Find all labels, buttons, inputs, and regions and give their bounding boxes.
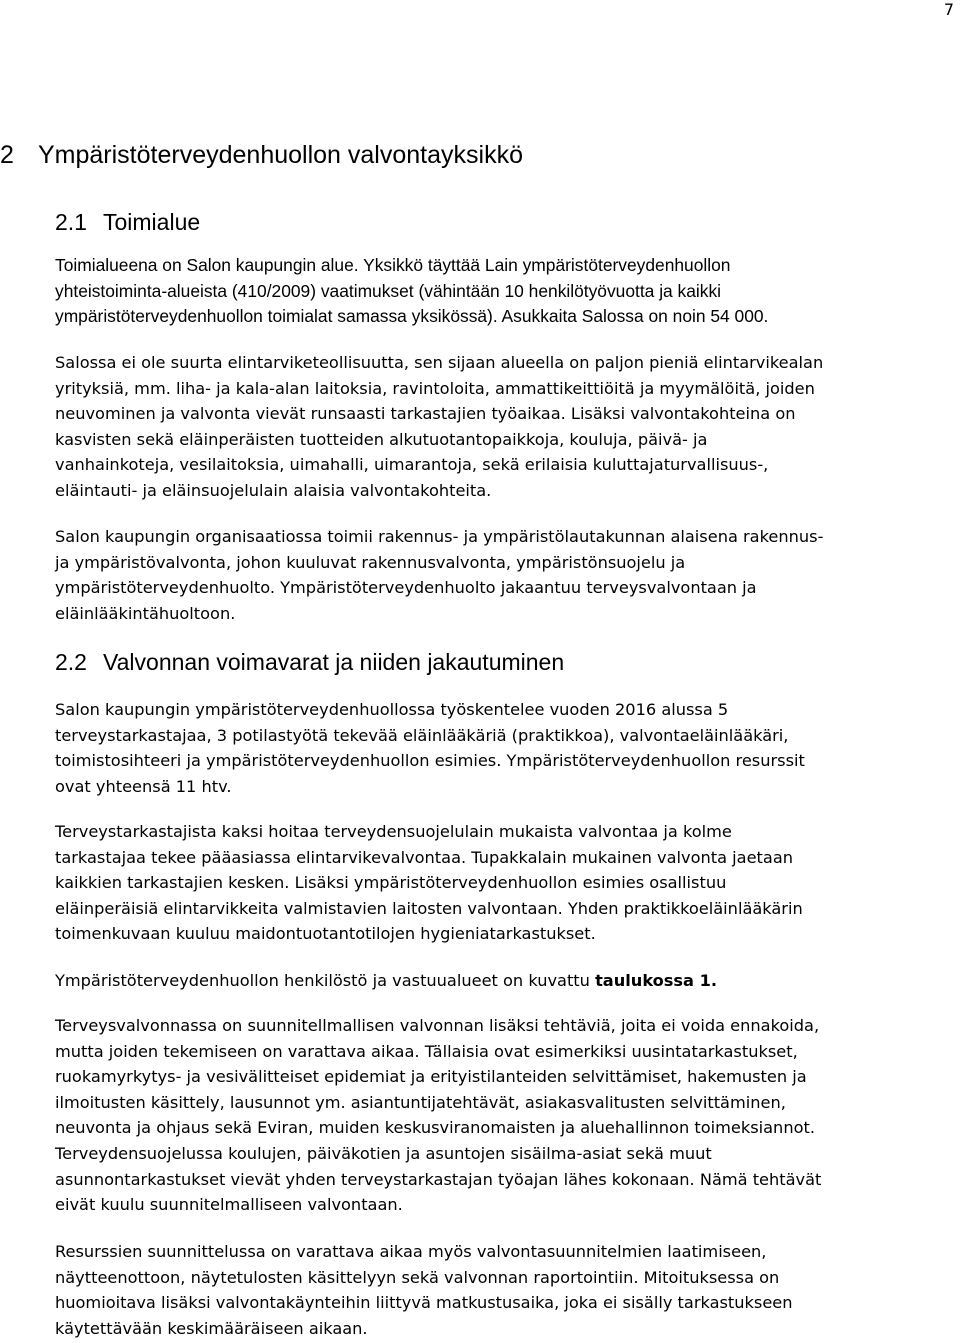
paragraph-line: terveystarkastajaa, 3 potilastyötä tekevää eläinlääkäriä (praktikkoa), valvontaeläinlääkäri, xyxy=(55,725,789,745)
paragraph-line: ovat yhteensä 11 htv. xyxy=(55,776,232,796)
paragraph-line: Terveysvalvonnassa on suunnitellmallisen valvonnan lisäksi tehtäviä, joita ei voida ennakoida, xyxy=(55,1016,820,1035)
section-title: Toimialue xyxy=(103,209,201,235)
paragraph-line: kaikkien tarkastajien kesken. Lisäksi ympäristöterveydenhuollon esimies osallistuu xyxy=(55,873,727,893)
paragraph-line: eläintauti- ja eläinsuojelulain alaisia valvontakohteita. xyxy=(55,480,492,500)
paragraph-line: toimistosihteeri ja ympäristöterveydenhuollon esimies. Ympäristöterveydenhuollon resurssit xyxy=(55,751,805,771)
paragraph-line: Salon kaupungin organisaatiossa toimii rakennus- ja ympäristölautakunnan alaisena rakennus- xyxy=(55,527,824,546)
paragraph-line: Resurssien suunnittelussa on varattava aikaa myös valvontasuunnitelmien laatimiseen, xyxy=(55,1242,767,1261)
paragraph-line: mutta joiden tekemiseen on varattava aikaa. Tällaisia ovat esimerkiksi uusintatarkastukset, xyxy=(55,1041,798,1061)
section-number: 2.2 xyxy=(55,649,87,675)
paragraph-line: Salossa ei ole suurta elintarviketeollisuutta, sen sijaan alueella on paljon pieniä elintarvikealan xyxy=(55,353,824,372)
paragraph-line: toimenkuvaan kuuluu maidontuotantotilojen hygieniatarkastukset. xyxy=(55,924,596,944)
paragraph-organisaatio xyxy=(55,524,960,626)
paragraph-line: yrityksiä, mm. liha- ja kala-alan laitoksia, ravintoloita, ammattikeittiöitä ja myymälöitä, joiden xyxy=(55,378,815,398)
paragraph-line xyxy=(55,968,960,994)
paragraph-line: Toimialueena on Salon kaupungin alue. Yksikkö täyttää Lain ympäristöterveydenhuollon xyxy=(55,255,731,275)
paragraph-line: näytteenottoon, näytetulosten käsittelyyn sekä valvonnan raportointiin. Mitoituksessa on xyxy=(55,1267,780,1287)
paragraph-line: ruokamyrkytys- ja vesivälitteiset epidemiat ja erityistilanteiden selvittämiset, hakemusten ja xyxy=(55,1067,807,1087)
paragraph-line: Terveystarkastajista kaksi hoitaa terveydensuojelulain mukaista valvontaa ja kolme xyxy=(55,822,732,841)
paragraph-tarkastajat xyxy=(55,819,960,947)
paragraph-line: neuvonta ja ohjaus sekä Eviran, muiden keskusviranomaisten ja aluehallinnon toimeksiannot. xyxy=(55,1118,815,1138)
page-number: 7 xyxy=(943,0,954,19)
paragraph-taulukko-reference xyxy=(55,968,960,994)
section-title: Valvonnan voimavarat ja niiden jakautuminen xyxy=(103,649,565,675)
paragraph-line: ympäristöterveydenhuolto. Ympäristöterveydenhuolto jakaantuu terveysvalvontaan ja xyxy=(55,578,757,598)
paragraph-line: ympäristöterveydenhuollon toimialat samassa yksikössä). Asukkaita Salossa on noin 54 000. xyxy=(55,306,769,327)
paragraph-line: eivät kuulu suunnitelmalliseen valvontaan. xyxy=(55,1195,403,1215)
paragraph-line: ilmoitusten käsittely, lausunnot ym. asiantuntijatehtävät, asiakasvalitusten selvittäminen, xyxy=(55,1092,786,1112)
paragraph-line: neuvominen ja valvonta vievät runsaasti tarkastajien työaikaa. Lisäksi valvontakohteina on xyxy=(55,404,796,424)
section-number: 2.1 xyxy=(55,209,87,235)
paragraph-line: huomioitava lisäksi valvontakäynteihin liittyvä matkustusaika, joka ei sisälly tarkastukseen xyxy=(55,1293,793,1313)
reference-text: Ympäristöterveydenhuollon henkilöstö ja vastuualueet on kuvattu xyxy=(55,971,596,990)
paragraph-line: kasvisten sekä eläinperäisten tuotteiden alkutuotantopaikkoja, kouluja, päivä- ja xyxy=(55,429,708,449)
paragraph-line: vanhainkoteja, vesilaitoksia, uimahalli, uimarantoja, sekä erilaisia kuluttajaturvallisuus-, xyxy=(55,455,769,475)
paragraph-line: ja ympäristövalvonta, johon kuuluvat rakennusvalvonta, ympäristönsuojelu ja xyxy=(55,552,686,572)
paragraph-line: asunnontarkastukset vievät yhden terveystarkastajan työajan lähes kokonaan. Nämä tehtävät xyxy=(55,1169,822,1189)
chapter-number: 2 xyxy=(0,141,14,169)
paragraph-line: tarkastajaa tekee pääasiassa elintarvikevalvontaa. Tupakkalain mukainen valvonta jaetaan xyxy=(55,847,793,867)
paragraph-henkilosto xyxy=(55,697,960,799)
paragraph-line: eläinperäisiä elintarvikkeita valmistavien laitosten valvontaan. Yhden praktikkoeläinlääkärin xyxy=(55,898,803,918)
paragraph-resurssit xyxy=(55,1239,960,1341)
paragraph-line: käytettävään keskimääräiseen aikaan. xyxy=(55,1318,368,1338)
paragraph-line: yhteistoiminta-alueista (410/2009) vaatimukset (vähintään 10 henkilötyövuotta ja kaikki xyxy=(55,280,722,301)
table-reference: taulukossa 1. xyxy=(595,971,718,990)
paragraph-toimialue xyxy=(55,253,960,330)
paragraph-line: Salon kaupungin ympäristöterveydenhuollossa työskentelee vuoden 2016 alussa 5 xyxy=(55,700,729,719)
paragraph-elintarvike xyxy=(55,350,960,504)
paragraph-line: eläinlääkintähuoltoon. xyxy=(55,603,236,623)
paragraph-line: Terveydensuojelussa koulujen, päiväkotien ja asuntojen sisäilma-asiat sekä muut xyxy=(55,1143,712,1163)
chapter-title: Ympäristöterveydenhuollon valvontayksikkö xyxy=(38,141,523,169)
paragraph-terveysvalvonta xyxy=(55,1013,960,1218)
